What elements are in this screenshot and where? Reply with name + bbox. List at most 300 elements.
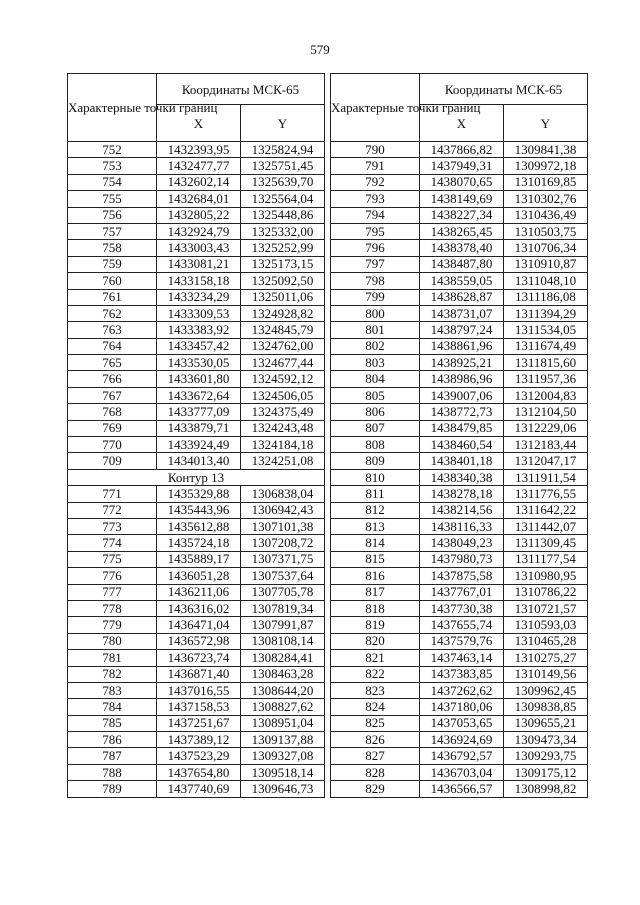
table-row: [68, 437, 325, 453]
y-cell: 1310436,49: [504, 207, 588, 223]
table-row: [331, 240, 588, 256]
point-cell: 782: [68, 666, 157, 682]
table-body-right: [331, 142, 588, 798]
y-cell: 1325751,45: [241, 158, 325, 174]
point-cell: 813: [331, 518, 420, 534]
table-row: [68, 502, 325, 518]
y-cell: 1307208,72: [241, 535, 325, 551]
point-cell: 788: [68, 764, 157, 780]
point-cell: 754: [68, 174, 157, 190]
table-row: [331, 158, 588, 174]
y-cell: 1307991,87: [241, 617, 325, 633]
y-cell: 1311642,22: [504, 502, 588, 518]
x-cell: 1436566,57: [420, 781, 504, 797]
x-cell: 1437523,29: [157, 748, 241, 764]
point-cell: 778: [68, 600, 157, 616]
y-cell: 1325824,94: [241, 142, 325, 158]
y-cell: 1310302,76: [504, 191, 588, 207]
table-row: [68, 666, 325, 682]
table-row: [68, 518, 325, 534]
point-cell: 766: [68, 371, 157, 387]
x-cell: 1439007,06: [420, 387, 504, 403]
x-cell: 1437730,38: [420, 600, 504, 616]
y-cell: 1308644,20: [241, 682, 325, 698]
x-cell: 1438214,56: [420, 502, 504, 518]
table-row: [331, 191, 588, 207]
point-cell: 756: [68, 207, 157, 223]
x-cell: 1436051,28: [157, 568, 241, 584]
y-cell: 1309972,18: [504, 158, 588, 174]
table-row: [68, 764, 325, 780]
point-cell: 812: [331, 502, 420, 518]
table-row: [331, 764, 588, 780]
coordinates-table-left: [67, 73, 325, 798]
x-cell: 1436723,74: [157, 650, 241, 666]
y-cell: 1308108,14: [241, 633, 325, 649]
y-cell: 1308951,04: [241, 715, 325, 731]
table-row: [68, 158, 325, 174]
point-cell: 786: [68, 732, 157, 748]
x-cell: 1437654,80: [157, 764, 241, 780]
y-cell: 1311048,10: [504, 273, 588, 289]
header-y: Y: [504, 105, 588, 142]
x-cell: 1438861,96: [420, 338, 504, 354]
point-cell: 807: [331, 420, 420, 436]
x-cell: 1438479,85: [420, 420, 504, 436]
y-cell: 1307371,75: [241, 551, 325, 567]
table-row: [331, 289, 588, 305]
y-cell: 1311394,29: [504, 305, 588, 321]
x-cell: 1433879,71: [157, 420, 241, 436]
header-coords: Координаты МСК-65: [157, 74, 325, 105]
point-cell: 814: [331, 535, 420, 551]
point-cell: 775: [68, 551, 157, 567]
table-row: [68, 584, 325, 600]
table-row: [68, 142, 325, 158]
point-cell: 821: [331, 650, 420, 666]
point-cell: 818: [331, 600, 420, 616]
point-cell: 785: [68, 715, 157, 731]
table-row: [331, 305, 588, 321]
point-cell: 808: [331, 437, 420, 453]
x-cell: 1433924,49: [157, 437, 241, 453]
y-cell: 1307101,38: [241, 518, 325, 534]
x-cell: 1438049,23: [420, 535, 504, 551]
point-cell: 784: [68, 699, 157, 715]
y-cell: 1311957,36: [504, 371, 588, 387]
header-coords: Координаты МСК-65: [420, 74, 588, 105]
point-cell: 765: [68, 355, 157, 371]
table-row: [68, 387, 325, 403]
x-cell: 1438401,18: [420, 453, 504, 469]
table-row: [68, 404, 325, 420]
header-x: X: [157, 105, 241, 142]
point-cell: 819: [331, 617, 420, 633]
point-cell: 709: [68, 453, 157, 469]
table-row: [331, 142, 588, 158]
x-cell: 1438559,05: [420, 273, 504, 289]
x-cell: 1437949,31: [420, 158, 504, 174]
table-body-left: [68, 142, 325, 798]
y-cell: 1324506,05: [241, 387, 325, 403]
x-cell: 1433601,80: [157, 371, 241, 387]
x-cell: 1438116,33: [420, 518, 504, 534]
y-cell: 1311177,54: [504, 551, 588, 567]
y-cell: 1311309,45: [504, 535, 588, 551]
table-row: [331, 748, 588, 764]
table-row: [331, 387, 588, 403]
header-x: X: [420, 105, 504, 142]
point-cell: 779: [68, 617, 157, 633]
x-cell: 1433530,05: [157, 355, 241, 371]
point-cell: 773: [68, 518, 157, 534]
x-cell: 1437579,76: [420, 633, 504, 649]
x-cell: 1435329,88: [157, 486, 241, 502]
y-cell: 1307819,34: [241, 600, 325, 616]
x-cell: 1438772,73: [420, 404, 504, 420]
point-cell: 829: [331, 781, 420, 797]
y-cell: 1310910,87: [504, 256, 588, 272]
point-cell: 817: [331, 584, 420, 600]
point-cell: 824: [331, 699, 420, 715]
y-cell: 1309473,34: [504, 732, 588, 748]
point-cell: 793: [331, 191, 420, 207]
point-cell: 820: [331, 633, 420, 649]
table-row: [68, 650, 325, 666]
coordinates-tables: [67, 73, 587, 813]
y-cell: 1324845,79: [241, 322, 325, 338]
y-cell: 1310706,34: [504, 240, 588, 256]
y-cell: 1325173,15: [241, 256, 325, 272]
x-cell: 1436572,98: [157, 633, 241, 649]
x-cell: 1437383,85: [420, 666, 504, 682]
y-cell: 1312229,06: [504, 420, 588, 436]
table-row: [331, 338, 588, 354]
table-row: [331, 322, 588, 338]
x-cell: 1437740,69: [157, 781, 241, 797]
header-points: Характерные точки границ: [68, 74, 157, 142]
point-cell: 796: [331, 240, 420, 256]
point-cell: 825: [331, 715, 420, 731]
point-cell: 815: [331, 551, 420, 567]
y-cell: 1309646,73: [241, 781, 325, 797]
x-cell: 1437180,06: [420, 699, 504, 715]
y-cell: 1309327,08: [241, 748, 325, 764]
table-row: [331, 732, 588, 748]
table-row: [331, 174, 588, 190]
table-row: [68, 174, 325, 190]
x-cell: 1435443,96: [157, 502, 241, 518]
y-cell: 1306942,43: [241, 502, 325, 518]
y-cell: 1324375,49: [241, 404, 325, 420]
y-cell: 1310465,28: [504, 633, 588, 649]
section-row: [68, 469, 325, 485]
point-cell: 790: [331, 142, 420, 158]
point-cell: 758: [68, 240, 157, 256]
x-cell: 1436471,04: [157, 617, 241, 633]
table-row: [331, 207, 588, 223]
y-cell: 1310503,75: [504, 223, 588, 239]
x-cell: 1434013,40: [157, 453, 241, 469]
x-cell: 1436211,06: [157, 584, 241, 600]
table-row: [331, 420, 588, 436]
x-cell: 1438378,40: [420, 240, 504, 256]
y-cell: 1309137,88: [241, 732, 325, 748]
table-row: [331, 256, 588, 272]
table-row: [68, 551, 325, 567]
point-cell: 781: [68, 650, 157, 666]
point-cell: 761: [68, 289, 157, 305]
table-row: [331, 437, 588, 453]
table-row: [68, 732, 325, 748]
table-row: [331, 781, 588, 797]
point-cell: 803: [331, 355, 420, 371]
table-row: [68, 535, 325, 551]
table-row: [68, 338, 325, 354]
table-row: [68, 682, 325, 698]
y-cell: 1325332,00: [241, 223, 325, 239]
y-cell: 1324677,44: [241, 355, 325, 371]
x-cell: 1438070,65: [420, 174, 504, 190]
x-cell: 1438628,87: [420, 289, 504, 305]
y-cell: 1310786,22: [504, 584, 588, 600]
table-row: [331, 650, 588, 666]
y-cell: 1307705,78: [241, 584, 325, 600]
point-cell: 760: [68, 273, 157, 289]
table-row: [331, 223, 588, 239]
x-cell: 1433234,29: [157, 289, 241, 305]
y-cell: 1324928,82: [241, 305, 325, 321]
point-cell: 755: [68, 191, 157, 207]
table-row: [331, 404, 588, 420]
point-cell: 806: [331, 404, 420, 420]
x-cell: 1436703,04: [420, 764, 504, 780]
point-cell: 771: [68, 486, 157, 502]
y-cell: 1324243,48: [241, 420, 325, 436]
header-points: Характерные точки границ: [331, 74, 420, 142]
point-cell: 780: [68, 633, 157, 649]
x-cell: 1437655,74: [420, 617, 504, 633]
x-cell: 1433457,42: [157, 338, 241, 354]
table-row: [68, 453, 325, 469]
point-cell: 762: [68, 305, 157, 321]
x-cell: 1438986,96: [420, 371, 504, 387]
point-cell: 759: [68, 256, 157, 272]
y-cell: 1312047,17: [504, 453, 588, 469]
x-cell: 1437866,82: [420, 142, 504, 158]
y-cell: 1310980,95: [504, 568, 588, 584]
y-cell: 1309518,14: [241, 764, 325, 780]
point-cell: 757: [68, 223, 157, 239]
x-cell: 1438460,54: [420, 437, 504, 453]
table-row: [331, 633, 588, 649]
point-cell: 752: [68, 142, 157, 158]
x-cell: 1433777,09: [157, 404, 241, 420]
y-cell: 1311186,08: [504, 289, 588, 305]
table-row: [68, 781, 325, 797]
table-row: [68, 748, 325, 764]
point-cell: 800: [331, 305, 420, 321]
x-cell: 1435724,18: [157, 535, 241, 551]
table-row: [331, 568, 588, 584]
table-row: [68, 420, 325, 436]
point-cell: 795: [331, 223, 420, 239]
x-cell: 1437158,53: [157, 699, 241, 715]
point-cell: 774: [68, 535, 157, 551]
table-row: [331, 682, 588, 698]
table-row: [68, 699, 325, 715]
x-cell: 1433081,21: [157, 256, 241, 272]
y-cell: 1307537,64: [241, 568, 325, 584]
table-row: [331, 584, 588, 600]
x-cell: 1432393,95: [157, 142, 241, 158]
x-cell: 1432684,01: [157, 191, 241, 207]
point-cell: 783: [68, 682, 157, 698]
x-cell: 1437016,55: [157, 682, 241, 698]
point-cell: 777: [68, 584, 157, 600]
table-row: [68, 715, 325, 731]
table-row: [331, 518, 588, 534]
table-row: [68, 223, 325, 239]
table-row: [68, 355, 325, 371]
x-cell: 1437875,58: [420, 568, 504, 584]
y-cell: 1310721,57: [504, 600, 588, 616]
y-cell: 1311815,60: [504, 355, 588, 371]
x-cell: 1436316,02: [157, 600, 241, 616]
point-cell: 789: [68, 781, 157, 797]
table-row: [68, 289, 325, 305]
y-cell: 1310593,03: [504, 617, 588, 633]
y-cell: 1309841,38: [504, 142, 588, 158]
x-cell: 1438731,07: [420, 305, 504, 321]
point-cell: 764: [68, 338, 157, 354]
table-row: [68, 191, 325, 207]
table-row: [331, 502, 588, 518]
x-cell: 1432924,79: [157, 223, 241, 239]
point-cell: 792: [331, 174, 420, 190]
point-cell: 791: [331, 158, 420, 174]
table-row: [68, 305, 325, 321]
x-cell: 1437251,67: [157, 715, 241, 731]
x-cell: 1436924,69: [420, 732, 504, 748]
x-cell: 1433309,53: [157, 305, 241, 321]
y-cell: 1311911,54: [504, 469, 588, 485]
y-cell: 1309175,12: [504, 764, 588, 780]
y-cell: 1311534,05: [504, 322, 588, 338]
x-cell: 1438265,45: [420, 223, 504, 239]
x-cell: 1438925,21: [420, 355, 504, 371]
x-cell: 1433158,18: [157, 273, 241, 289]
point-cell: 769: [68, 420, 157, 436]
x-cell: 1438149,69: [420, 191, 504, 207]
x-cell: 1433672,64: [157, 387, 241, 403]
point-cell: 767: [68, 387, 157, 403]
y-cell: 1310149,56: [504, 666, 588, 682]
table-row: [68, 486, 325, 502]
y-cell: 1324251,08: [241, 453, 325, 469]
y-cell: 1308463,28: [241, 666, 325, 682]
point-cell: 822: [331, 666, 420, 682]
point-cell: 828: [331, 764, 420, 780]
point-cell: 826: [331, 732, 420, 748]
table-row: [331, 715, 588, 731]
y-cell: 1311776,55: [504, 486, 588, 502]
point-cell: 823: [331, 682, 420, 698]
point-cell: 768: [68, 404, 157, 420]
table-row: [68, 207, 325, 223]
point-cell: 799: [331, 289, 420, 305]
y-cell: 1312004,83: [504, 387, 588, 403]
table-row: [331, 699, 588, 715]
table-row: [68, 256, 325, 272]
y-cell: 1310169,85: [504, 174, 588, 190]
table-row: [331, 535, 588, 551]
y-cell: 1325448,86: [241, 207, 325, 223]
point-cell: 809: [331, 453, 420, 469]
table-row: [331, 355, 588, 371]
x-cell: 1437053,65: [420, 715, 504, 731]
x-cell: 1437389,12: [157, 732, 241, 748]
y-cell: 1306838,04: [241, 486, 325, 502]
y-cell: 1325011,06: [241, 289, 325, 305]
table-row: [68, 617, 325, 633]
coordinates-table-right: [330, 73, 588, 798]
point-cell: 776: [68, 568, 157, 584]
y-cell: 1310275,27: [504, 650, 588, 666]
x-cell: 1437980,73: [420, 551, 504, 567]
point-cell: 827: [331, 748, 420, 764]
table-row: [68, 568, 325, 584]
table-row: [68, 240, 325, 256]
y-cell: 1324592,12: [241, 371, 325, 387]
table-row: [331, 486, 588, 502]
x-cell: 1438340,38: [420, 469, 504, 485]
point-cell: 805: [331, 387, 420, 403]
y-cell: 1311674,49: [504, 338, 588, 354]
x-cell: 1436871,40: [157, 666, 241, 682]
point-cell: 787: [68, 748, 157, 764]
x-cell: 1437767,01: [420, 584, 504, 600]
point-cell: 804: [331, 371, 420, 387]
table-row: [68, 371, 325, 387]
table-row: [68, 633, 325, 649]
y-cell: 1325639,70: [241, 174, 325, 190]
point-cell: 770: [68, 437, 157, 453]
table-row: [331, 469, 588, 485]
x-cell: 1437262,62: [420, 682, 504, 698]
y-cell: 1309838,85: [504, 699, 588, 715]
page-number: 579: [310, 42, 330, 57]
table-row: [68, 600, 325, 616]
table-row: [331, 371, 588, 387]
table-row: [331, 666, 588, 682]
y-cell: 1325252,99: [241, 240, 325, 256]
y-cell: 1308827,62: [241, 699, 325, 715]
y-cell: 1325564,04: [241, 191, 325, 207]
y-cell: 1325092,50: [241, 273, 325, 289]
point-cell: 811: [331, 486, 420, 502]
point-cell: 763: [68, 322, 157, 338]
y-cell: 1312183,44: [504, 437, 588, 453]
y-cell: 1309293,75: [504, 748, 588, 764]
y-cell: 1309962,45: [504, 682, 588, 698]
y-cell: 1309655,21: [504, 715, 588, 731]
table-row: [331, 551, 588, 567]
x-cell: 1437463,14: [420, 650, 504, 666]
x-cell: 1438227,34: [420, 207, 504, 223]
point-cell: 816: [331, 568, 420, 584]
x-cell: 1435612,88: [157, 518, 241, 534]
